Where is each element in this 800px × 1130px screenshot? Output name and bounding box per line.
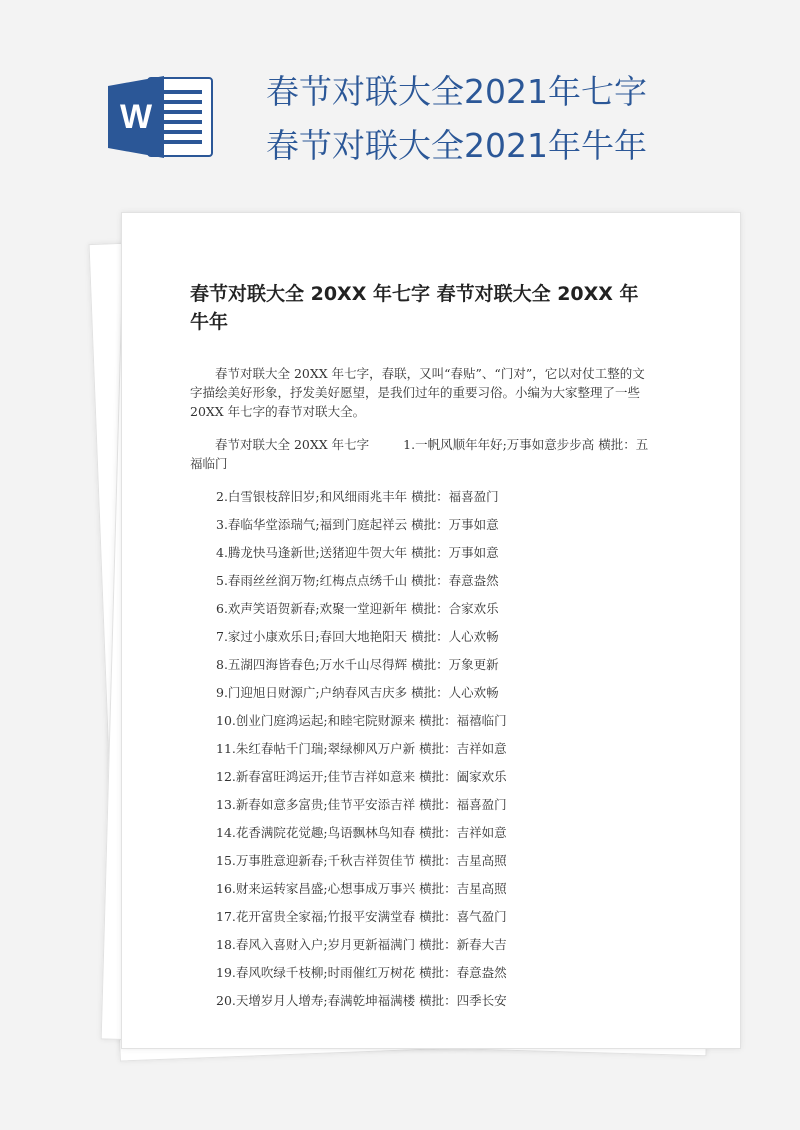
- couplet-item: 4.腾龙快马逢新世;送猪迎牛贺大年 横批：万事如意: [216, 545, 499, 560]
- couplet-item-1: 1.一帆风顺年年好;万事如意步步高 横批：五福临门: [190, 437, 649, 471]
- couplet-item: 5.春雨丝丝润万物;红梅点点绣千山 横批：春意盎然: [216, 573, 499, 588]
- banner-title-line-1: 春节对联大全2021年七字: [266, 72, 647, 111]
- couplet-item: 17.花开富贵全家福;竹报平安满堂春 横批：喜气盈门: [216, 909, 507, 924]
- word-document-icon: [108, 76, 214, 158]
- couplet-item: 15.万事胜意迎新春;千秋吉祥贺佳节 横批：吉星高照: [216, 853, 507, 868]
- couplet-item: 6.欢声笑语贺新春;欢聚一堂迎新年 横批：合家欢乐: [216, 601, 499, 616]
- couplet-item: 18.春风入喜财入户;岁月更新福满门 横批：新春大吉: [216, 937, 507, 952]
- couplet-list: [190, 487, 650, 1019]
- first-couplet-line: [190, 435, 650, 473]
- couplet-item: 10.创业门庭鸿运起;和睦宅院财源来 横批：福禧临门: [216, 713, 507, 728]
- document-intro: 春节对联大全 20XX 年七字，春联，又叫“春贴”、“门对”，它以对仗工整的文字描绘美好形象，抒发美好愿望，是我们过年的重要习俗。小编为大家整理了一些 20XX 年七字的春节对联大全。: [190, 366, 645, 419]
- banner-title-line-2: 春节对联大全2021年牛年: [266, 126, 647, 165]
- svg-text:W: W: [119, 98, 153, 136]
- couplet-item: 9.门迎旭日财源广;户纳春风吉庆多 横批：人心欢畅: [216, 685, 499, 700]
- couplet-item: 8.五湖四海皆春色;万水千山尽得辉 横批：万象更新: [216, 657, 499, 672]
- couplet-item: 14.花香满院花觉趣;鸟语飘林鸟知春 横批：吉祥如意: [216, 825, 507, 840]
- document-title: 春节对联大全 20XX 年七字 春节对联大全 20XX 年牛年: [190, 283, 639, 333]
- section-heading: 春节对联大全 20XX 年七字: [215, 437, 370, 452]
- couplet-item: 20.天增岁月人增寿;春满乾坤福满楼 横批：四季长安: [216, 993, 507, 1008]
- couplet-item: 11.朱红春帖千门瑞;翠绿柳风万户新 横批：吉祥如意: [216, 741, 507, 756]
- couplet-item: 2.白雪银枝辞旧岁;和风细雨兆丰年 横批：福喜盈门: [216, 489, 499, 504]
- couplet-item: 13.新春如意多富贵;佳节平安添吉祥 横批：福喜盈门: [216, 797, 507, 812]
- couplet-item: 3.春临华堂添瑞气;福到门庭起祥云 横批：万事如意: [216, 517, 499, 532]
- couplet-item: 7.家过小康欢乐日;春回大地艳阳天 横批：人心欢畅: [216, 629, 499, 644]
- header-banner: [0, 0, 800, 200]
- document-content: [190, 280, 650, 1019]
- couplet-item: 16.财来运转家昌盛;心想事成万事兴 横批：吉星高照: [216, 881, 507, 896]
- couplet-item: 19.春风吹绿千枝柳;时雨催红万树花 横批：春意盎然: [216, 965, 507, 980]
- couplet-item: 12.新春富旺鸿运开;佳节吉祥如意来 横批：阖家欢乐: [216, 769, 507, 784]
